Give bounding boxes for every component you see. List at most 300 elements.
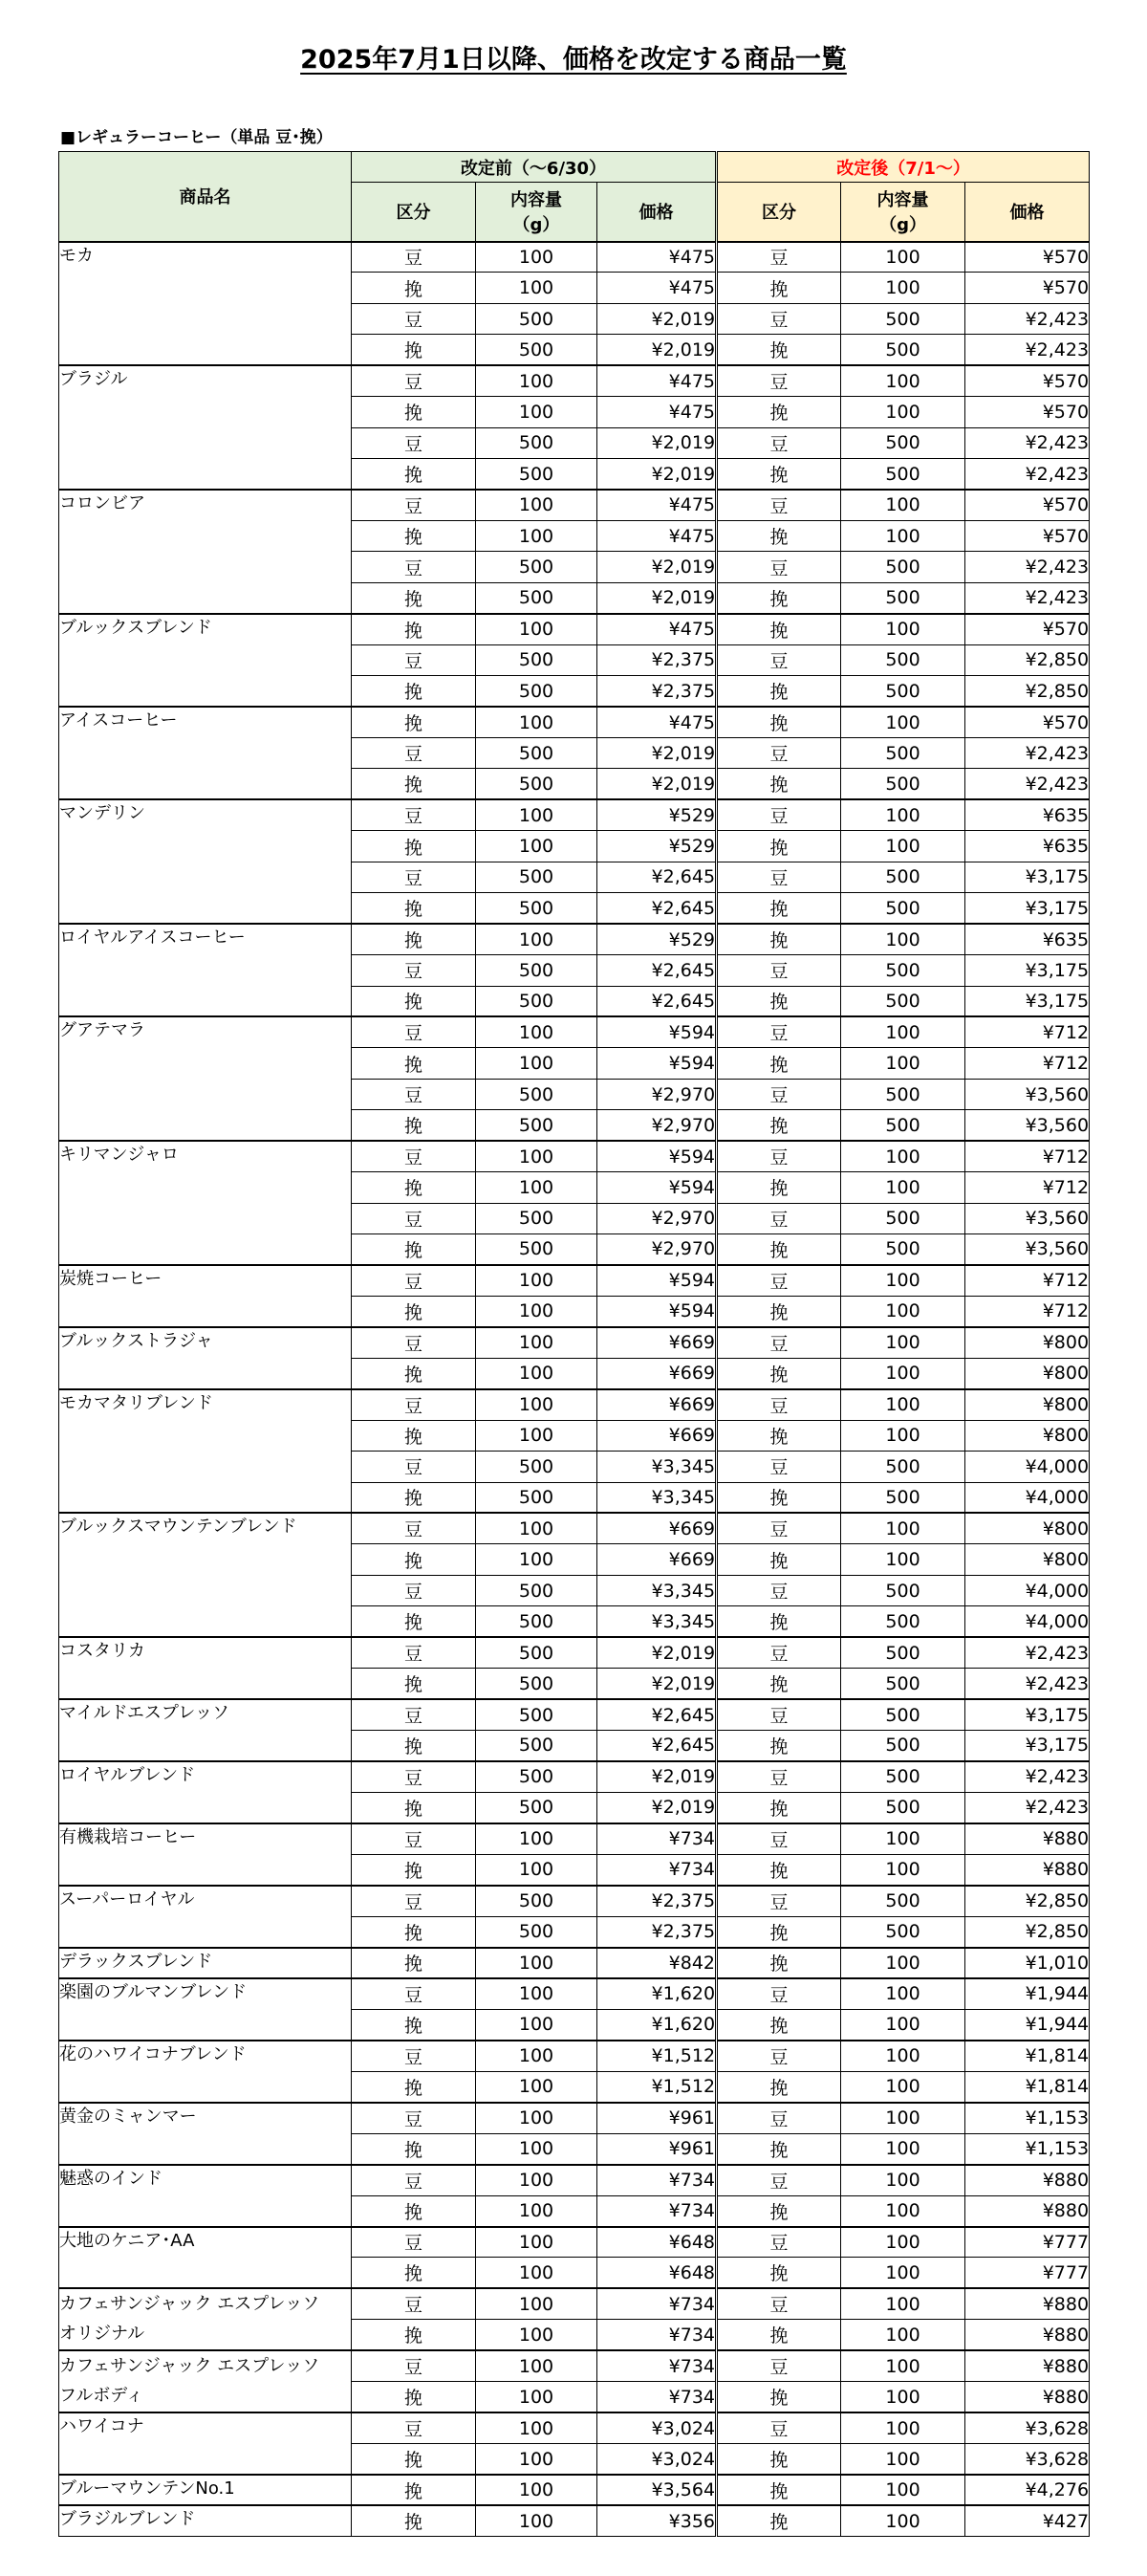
before-kubun-cell: 豆 [352, 2350, 476, 2381]
before-price-cell: ¥594 [597, 1141, 717, 1171]
before-kubun-cell: 挽 [352, 1669, 476, 1699]
after-price-cell: ¥4,000 [965, 1452, 1090, 1482]
after-price-cell: ¥3,175 [965, 862, 1090, 892]
after-price-cell: ¥3,628 [965, 2444, 1090, 2475]
before-volume-cell: 100 [476, 273, 597, 303]
after-volume-cell: 100 [841, 2350, 965, 2381]
after-price-cell: ¥4,000 [965, 1575, 1090, 1605]
after-volume-cell: 500 [841, 1606, 965, 1637]
before-volume-cell: 100 [476, 2320, 597, 2350]
after-price-cell: ¥570 [965, 490, 1090, 520]
product-name-line: モカマタリブレンド [59, 1392, 213, 1413]
product-name-line: 有機栽培コーヒー [59, 1826, 197, 1847]
after-volume-cell: 500 [841, 1203, 965, 1233]
before-price-cell: ¥734 [597, 2320, 717, 2350]
before-kubun-cell: 挽 [352, 707, 476, 737]
after-volume-cell: 100 [841, 2320, 965, 2350]
before-kubun-cell: 豆 [352, 1575, 476, 1605]
after-price-cell: ¥880 [965, 2288, 1090, 2319]
after-volume-cell: 100 [841, 1823, 965, 1854]
after-kubun-cell: 豆 [717, 2103, 841, 2133]
after-volume-cell: 100 [841, 365, 965, 396]
before-kubun-cell: 挽 [352, 335, 476, 365]
after-price-cell: ¥2,423 [965, 1792, 1090, 1823]
before-kubun-cell: 豆 [352, 862, 476, 892]
before-price-cell: ¥2,019 [597, 1792, 717, 1823]
after-volume-cell: 500 [841, 1886, 965, 1916]
table-row [59, 490, 1090, 520]
before-kubun-cell: 挽 [352, 2505, 476, 2536]
after-price-cell: ¥570 [965, 273, 1090, 303]
before-volume-cell: 500 [476, 303, 597, 334]
before-kubun-cell: 挽 [352, 1234, 476, 1265]
before-price-cell: ¥734 [597, 2288, 717, 2319]
before-kubun-cell: 挽 [352, 614, 476, 644]
after-volume-cell: 500 [841, 769, 965, 799]
product-name-line: ロイヤルブレンド [59, 1764, 196, 1785]
before-price-cell: ¥669 [597, 1358, 717, 1388]
before-kubun-cell: 挽 [352, 459, 476, 490]
before-price-cell: ¥3,345 [597, 1575, 717, 1605]
after-volume-cell: 100 [841, 397, 965, 427]
before-kubun-header: 区分 [352, 183, 476, 242]
table-row [59, 1637, 1090, 1668]
after-price-cell: ¥3,560 [965, 1079, 1090, 1109]
before-kubun-cell: 挽 [352, 893, 476, 924]
before-price-cell: ¥3,345 [597, 1606, 717, 1637]
after-volume-cell: 100 [841, 707, 965, 737]
table-row [59, 1141, 1090, 1171]
after-kubun-cell: 豆 [717, 2165, 841, 2195]
before-volume-cell: 100 [476, 1358, 597, 1388]
after-price-cell: ¥2,423 [965, 335, 1090, 365]
product-name-cell [59, 1823, 352, 1886]
after-price-cell: ¥800 [965, 1327, 1090, 1358]
after-price-cell: ¥3,628 [965, 2412, 1090, 2443]
before-volume-cell: 100 [476, 2350, 597, 2381]
before-volume-cell: 100 [476, 2288, 597, 2319]
after-kubun-cell: 豆 [717, 365, 841, 396]
before-price-cell: ¥734 [597, 2195, 717, 2226]
product-name-cell [59, 242, 352, 366]
after-volume-cell: 500 [841, 738, 965, 769]
product-name-cell [59, 1389, 352, 1514]
before-volume-cell: 500 [476, 1452, 597, 1482]
after-kubun-cell: 豆 [717, 552, 841, 582]
product-name-cell [59, 1948, 352, 1978]
after-volume-cell: 500 [841, 427, 965, 458]
after-volume-cell: 500 [841, 1575, 965, 1605]
before-kubun-cell: 挽 [352, 2475, 476, 2505]
before-volume-cell: 500 [476, 1606, 597, 1637]
before-price-cell: ¥529 [597, 831, 717, 862]
after-kubun-cell: 挽 [717, 2258, 841, 2288]
before-kubun-cell: 豆 [352, 955, 476, 986]
after-kubun-cell: 豆 [717, 1575, 841, 1605]
after-kubun-cell: 豆 [717, 1978, 841, 2009]
product-name-cell [59, 707, 352, 799]
before-volume-cell: 100 [476, 2444, 597, 2475]
after-price-cell: ¥635 [965, 831, 1090, 862]
product-name-line: 花のハワイコナブレンド [59, 2043, 247, 2064]
before-kubun-cell: 挽 [352, 2258, 476, 2288]
before-volume-cell: 500 [476, 1886, 597, 1916]
after-price-cell: ¥2,423 [965, 582, 1090, 613]
after-kubun-cell: 挽 [717, 1606, 841, 1637]
before-price-cell: ¥2,375 [597, 1916, 717, 1947]
before-kubun-cell: 豆 [352, 738, 476, 769]
after-volume-cell: 100 [841, 2133, 965, 2164]
before-kubun-cell: 挽 [352, 1792, 476, 1823]
after-price-cell: ¥2,423 [965, 1761, 1090, 1792]
after-price-cell: ¥880 [965, 1823, 1090, 1854]
product-name-line: カフェサンジャック エスプレッソ [59, 2356, 320, 2377]
after-volume-cell: 100 [841, 924, 965, 954]
before-kubun-cell: 挽 [352, 1048, 476, 1079]
after-price-cell: ¥3,175 [965, 1731, 1090, 1761]
before-kubun-cell: 豆 [352, 2412, 476, 2443]
after-kubun-cell: 豆 [717, 1203, 841, 1233]
after-kubun-cell: 豆 [717, 2041, 841, 2071]
before-volume-cell: 100 [476, 2009, 597, 2040]
before-volume-cell: 500 [476, 676, 597, 707]
after-volume-cell: 500 [841, 1079, 965, 1109]
after-kubun-cell: 挽 [717, 2195, 841, 2226]
after-price-cell: ¥570 [965, 242, 1090, 273]
after-price-cell: ¥880 [965, 2165, 1090, 2195]
after-volume-cell: 500 [841, 552, 965, 582]
after-volume-cell: 500 [841, 1792, 965, 1823]
before-kubun-cell: 豆 [352, 2041, 476, 2071]
before-volume-cell: 100 [476, 1172, 597, 1203]
product-name-cell [59, 365, 352, 490]
after-volume-cell: 100 [841, 1358, 965, 1388]
after-kubun-cell: 挽 [717, 986, 841, 1016]
after-volume-cell: 100 [841, 2071, 965, 2102]
table-row [59, 2165, 1090, 2195]
after-volume-cell: 100 [841, 831, 965, 862]
table-row [59, 1513, 1090, 1543]
before-volume-cell: 500 [476, 1575, 597, 1605]
before-kubun-cell: 挽 [352, 1606, 476, 1637]
after-price-cell: ¥712 [965, 1265, 1090, 1296]
product-name-cell [59, 2103, 352, 2165]
before-price-cell: ¥475 [597, 273, 717, 303]
before-kubun-cell: 挽 [352, 2071, 476, 2102]
after-price-cell: ¥4,000 [965, 1482, 1090, 1513]
after-kubun-cell: 挽 [717, 1234, 841, 1265]
before-kubun-cell: 豆 [352, 1265, 476, 1296]
after-price-cell: ¥1,814 [965, 2041, 1090, 2071]
after-kubun-cell: 挽 [717, 1792, 841, 1823]
before-price-cell: ¥594 [597, 1016, 717, 1047]
after-volume-cell: 100 [841, 2444, 965, 2475]
after-kubun-cell: 豆 [717, 1761, 841, 1792]
after-volume-cell: 100 [841, 1016, 965, 1047]
after-volume-cell: 100 [841, 2288, 965, 2319]
before-price-cell: ¥2,019 [597, 552, 717, 582]
after-volume-cell: 500 [841, 1482, 965, 1513]
after-price-cell: ¥3,175 [965, 955, 1090, 986]
product-name-line: マンデリン [59, 803, 145, 824]
before-kubun-cell: 挽 [352, 1110, 476, 1141]
table-row [59, 1699, 1090, 1730]
before-kubun-cell: 豆 [352, 1513, 476, 1543]
before-price-cell: ¥2,970 [597, 1203, 717, 1233]
after-kubun-cell: 豆 [717, 1141, 841, 1171]
before-price-header: 価格 [597, 183, 717, 242]
before-kubun-cell: 挽 [352, 831, 476, 862]
before-volume-cell: 100 [476, 490, 597, 520]
after-price-cell: ¥800 [965, 1420, 1090, 1451]
before-volume-cell: 500 [476, 552, 597, 582]
after-volume-cell: 500 [841, 1699, 965, 1730]
product-name-header: 商品名 [59, 152, 352, 242]
after-kubun-cell: 挽 [717, 2444, 841, 2475]
before-price-cell: ¥1,512 [597, 2071, 717, 2102]
product-name-line: 炭焼コーヒー [59, 1268, 162, 1289]
product-name-cell [59, 1886, 352, 1948]
after-price-cell: ¥2,423 [965, 552, 1090, 582]
after-price-cell: ¥2,850 [965, 676, 1090, 707]
before-volume-cell: 500 [476, 644, 597, 675]
before-kubun-cell: 挽 [352, 2382, 476, 2412]
after-volume-cell: 100 [841, 2227, 965, 2258]
table-row [59, 2475, 1090, 2505]
before-price-cell: ¥2,970 [597, 1079, 717, 1109]
before-kubun-cell: 豆 [352, 1886, 476, 1916]
after-kubun-cell: 豆 [717, 1452, 841, 1482]
table-row [59, 614, 1090, 644]
after-kubun-cell: 豆 [717, 1389, 841, 1420]
before-price-cell: ¥475 [597, 490, 717, 520]
after-volume-cell: 100 [841, 614, 965, 644]
after-price-cell: ¥880 [965, 2382, 1090, 2412]
product-name-line: ブルックスブレンド [59, 617, 212, 638]
before-volume-cell: 100 [476, 2071, 597, 2102]
product-name-cell [59, 490, 352, 614]
product-name-line: ブルックストラジャ [59, 1330, 213, 1351]
before-price-cell: ¥2,970 [597, 1110, 717, 1141]
product-name-cell [59, 1265, 352, 1327]
table-row [59, 2288, 1090, 2319]
table-row [59, 2227, 1090, 2258]
product-name-cell [59, 1637, 352, 1699]
after-kubun-cell: 挽 [717, 397, 841, 427]
before-price-cell: ¥2,970 [597, 1234, 717, 1265]
before-volume-cell: 100 [476, 707, 597, 737]
after-kubun-header: 区分 [717, 183, 841, 242]
after-volume-cell: 500 [841, 644, 965, 675]
before-price-cell: ¥648 [597, 2258, 717, 2288]
table-row [59, 242, 1090, 273]
before-volume-cell: 500 [476, 1482, 597, 1513]
product-name-cell [59, 2475, 352, 2505]
before-volume-cell: 500 [476, 955, 597, 986]
before-kubun-cell: 挽 [352, 1172, 476, 1203]
after-volume-cell: 500 [841, 1761, 965, 1792]
before-price-cell: ¥3,564 [597, 2475, 717, 2505]
before-kubun-cell: 豆 [352, 1389, 476, 1420]
after-kubun-cell: 豆 [717, 1016, 841, 1047]
before-volume-cell: 100 [476, 1978, 597, 2009]
before-price-cell: ¥594 [597, 1048, 717, 1079]
after-volume-cell: 500 [841, 676, 965, 707]
after-kubun-cell: 挽 [717, 2009, 841, 2040]
after-price-cell: ¥427 [965, 2505, 1090, 2536]
before-kubun-cell: 豆 [352, 1761, 476, 1792]
after-volume-cell: 100 [841, 2103, 965, 2133]
after-volume-cell: 100 [841, 1265, 965, 1296]
after-kubun-cell: 豆 [717, 738, 841, 769]
table-row [59, 2103, 1090, 2133]
before-kubun-cell: 豆 [352, 1079, 476, 1109]
after-kubun-cell: 豆 [717, 862, 841, 892]
after-volume-cell: 100 [841, 799, 965, 830]
after-kubun-cell: 挽 [717, 2382, 841, 2412]
section-subtitle: ■レギュラーコーヒー（単品 豆･挽） [60, 128, 333, 147]
table-row [59, 1327, 1090, 1358]
before-volume-cell: 500 [476, 986, 597, 1016]
before-volume-cell: 500 [476, 893, 597, 924]
before-volume-cell: 500 [476, 1792, 597, 1823]
after-volume-cell: 100 [841, 1854, 965, 1885]
table-row [59, 924, 1090, 954]
before-price-cell: ¥1,620 [597, 2009, 717, 2040]
before-volume-cell: 100 [476, 2133, 597, 2164]
before-kubun-cell: 挽 [352, 1544, 476, 1575]
before-price-cell: ¥2,019 [597, 1761, 717, 1792]
before-kubun-cell: 豆 [352, 365, 476, 396]
table-body [59, 242, 1090, 2537]
before-kubun-cell: 豆 [352, 1327, 476, 1358]
before-price-cell: ¥669 [597, 1420, 717, 1451]
after-price-cell: ¥1,944 [965, 2009, 1090, 2040]
before-volume-cell: 100 [476, 1948, 597, 1978]
after-price-cell: ¥2,423 [965, 1669, 1090, 1699]
before-volume-cell: 100 [476, 365, 597, 396]
before-kubun-cell: 豆 [352, 303, 476, 334]
before-kubun-cell: 挽 [352, 2009, 476, 2040]
before-volume-cell: 100 [476, 2165, 597, 2195]
table-row [59, 365, 1090, 396]
after-kubun-cell: 豆 [717, 2288, 841, 2319]
after-volume-cell: 100 [841, 490, 965, 520]
before-volume-cell: 100 [476, 1265, 597, 1296]
after-price-cell: ¥880 [965, 2350, 1090, 2381]
after-price-cell: ¥1,814 [965, 2071, 1090, 2102]
after-volume-cell: 100 [841, 2258, 965, 2288]
before-volume-cell: 100 [476, 831, 597, 862]
after-price-cell: ¥800 [965, 1513, 1090, 1543]
after-price-cell: ¥4,000 [965, 1606, 1090, 1637]
before-price-cell: ¥2,375 [597, 644, 717, 675]
after-volume-cell: 100 [841, 242, 965, 273]
before-kubun-cell: 豆 [352, 1699, 476, 1730]
after-kubun-cell: 挽 [717, 2320, 841, 2350]
before-price-cell: ¥648 [597, 2227, 717, 2258]
after-kubun-cell: 豆 [717, 2227, 841, 2258]
after-volume-cell: 100 [841, 1296, 965, 1326]
before-kubun-cell: 挽 [352, 1854, 476, 1885]
before-price-cell: ¥961 [597, 2133, 717, 2164]
after-volume-cell: 500 [841, 1110, 965, 1141]
product-name-line: ブルーマウンテンNo.1 [59, 2478, 235, 2499]
product-name-line: フルボディ [59, 2386, 143, 2407]
before-price-cell: ¥961 [597, 2103, 717, 2133]
before-kubun-cell: 挽 [352, 520, 476, 551]
before-kubun-cell: 豆 [352, 1141, 476, 1171]
after-kubun-cell: 挽 [717, 614, 841, 644]
after-kubun-cell: 挽 [717, 459, 841, 490]
before-kubun-cell: 豆 [352, 2288, 476, 2319]
product-name-line: 魅惑のインド [59, 2168, 162, 2189]
after-price-cell: ¥1,944 [965, 1978, 1090, 2009]
before-price-cell: ¥842 [597, 1948, 717, 1978]
before-volume-cell: 100 [476, 924, 597, 954]
after-kubun-cell: 挽 [717, 676, 841, 707]
product-name-line: コロンビア [59, 493, 145, 513]
after-kubun-cell: 挽 [717, 1854, 841, 1885]
before-price-cell: ¥356 [597, 2505, 717, 2536]
product-name-line: アイスコーヒー [59, 710, 178, 731]
product-name-cell [59, 1141, 352, 1265]
product-name-line: オリジナル [59, 2324, 145, 2345]
before-volume-cell: 100 [476, 2412, 597, 2443]
after-volume-cell: 100 [841, 2195, 965, 2226]
before-volume-cell: 100 [476, 2258, 597, 2288]
before-price-cell: ¥2,019 [597, 582, 717, 613]
after-volume-cell: 500 [841, 1669, 965, 1699]
before-price-cell: ¥594 [597, 1296, 717, 1326]
before-volume-cell: 100 [476, 1016, 597, 1047]
before-volume-cell: 500 [476, 769, 597, 799]
before-volume-cell: 500 [476, 1761, 597, 1792]
before-price-cell: ¥2,645 [597, 862, 717, 892]
before-volume-cell: 500 [476, 582, 597, 613]
before-volume-cell: 100 [476, 2103, 597, 2133]
before-volume-header: 内容量 （g） [476, 183, 597, 242]
after-volume-cell: 100 [841, 273, 965, 303]
product-name-cell [59, 2350, 352, 2412]
after-kubun-cell: 豆 [717, 955, 841, 986]
price-table [58, 151, 1090, 2537]
before-price-cell: ¥475 [597, 520, 717, 551]
after-price-cell: ¥635 [965, 799, 1090, 830]
after-kubun-cell: 挽 [717, 769, 841, 799]
before-kubun-cell: 豆 [352, 552, 476, 582]
before-volume-cell: 100 [476, 1296, 597, 1326]
after-price-cell: ¥2,423 [965, 769, 1090, 799]
after-kubun-cell: 豆 [717, 799, 841, 830]
after-kubun-cell: 挽 [717, 582, 841, 613]
after-price-cell: ¥3,560 [965, 1234, 1090, 1265]
after-price-cell: ¥635 [965, 924, 1090, 954]
before-price-cell: ¥2,019 [597, 1669, 717, 1699]
product-name-cell [59, 799, 352, 924]
before-price-cell: ¥2,375 [597, 676, 717, 707]
before-volume-cell: 100 [476, 2382, 597, 2412]
after-volume-cell: 500 [841, 1234, 965, 1265]
before-price-cell: ¥475 [597, 242, 717, 273]
product-name-cell [59, 1761, 352, 1823]
after-kubun-cell: 挽 [717, 520, 841, 551]
before-price-cell: ¥734 [597, 2350, 717, 2381]
before-kubun-cell: 豆 [352, 2165, 476, 2195]
after-volume-cell: 100 [841, 1948, 965, 1978]
after-kubun-cell: 豆 [717, 1823, 841, 1854]
after-price-cell: ¥880 [965, 2195, 1090, 2226]
